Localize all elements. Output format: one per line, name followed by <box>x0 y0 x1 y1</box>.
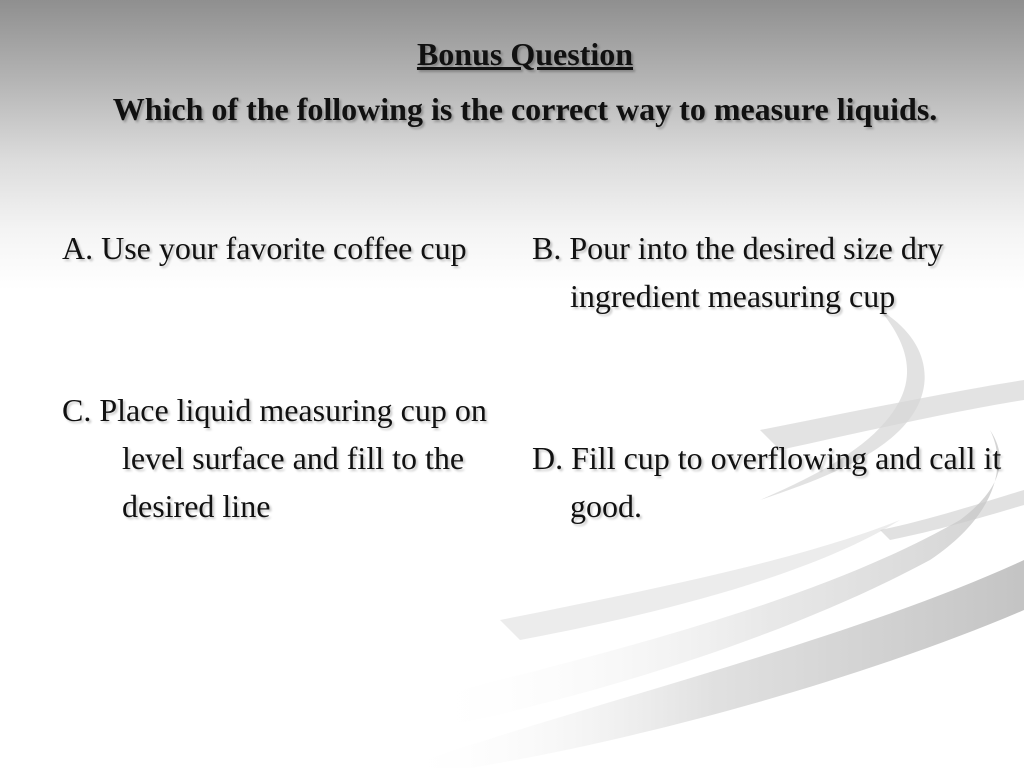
slide-question: Which of the following is the correct way to measure liquids. <box>112 91 938 127</box>
answer-option-c: C. Place liquid measuring cup on level surface and fill to the desired line <box>62 392 487 524</box>
answer-option-a: A. Use your favorite coffee cup <box>62 230 467 266</box>
slide-title: Bonus Question <box>416 36 634 72</box>
answer-option-d: D. Fill cup to overflowing and call it good. <box>532 440 1002 524</box>
answer-option-b: B. Pour into the desired size dry ingredient measuring cup <box>532 230 944 314</box>
slide-title-block <box>40 32 1010 142</box>
